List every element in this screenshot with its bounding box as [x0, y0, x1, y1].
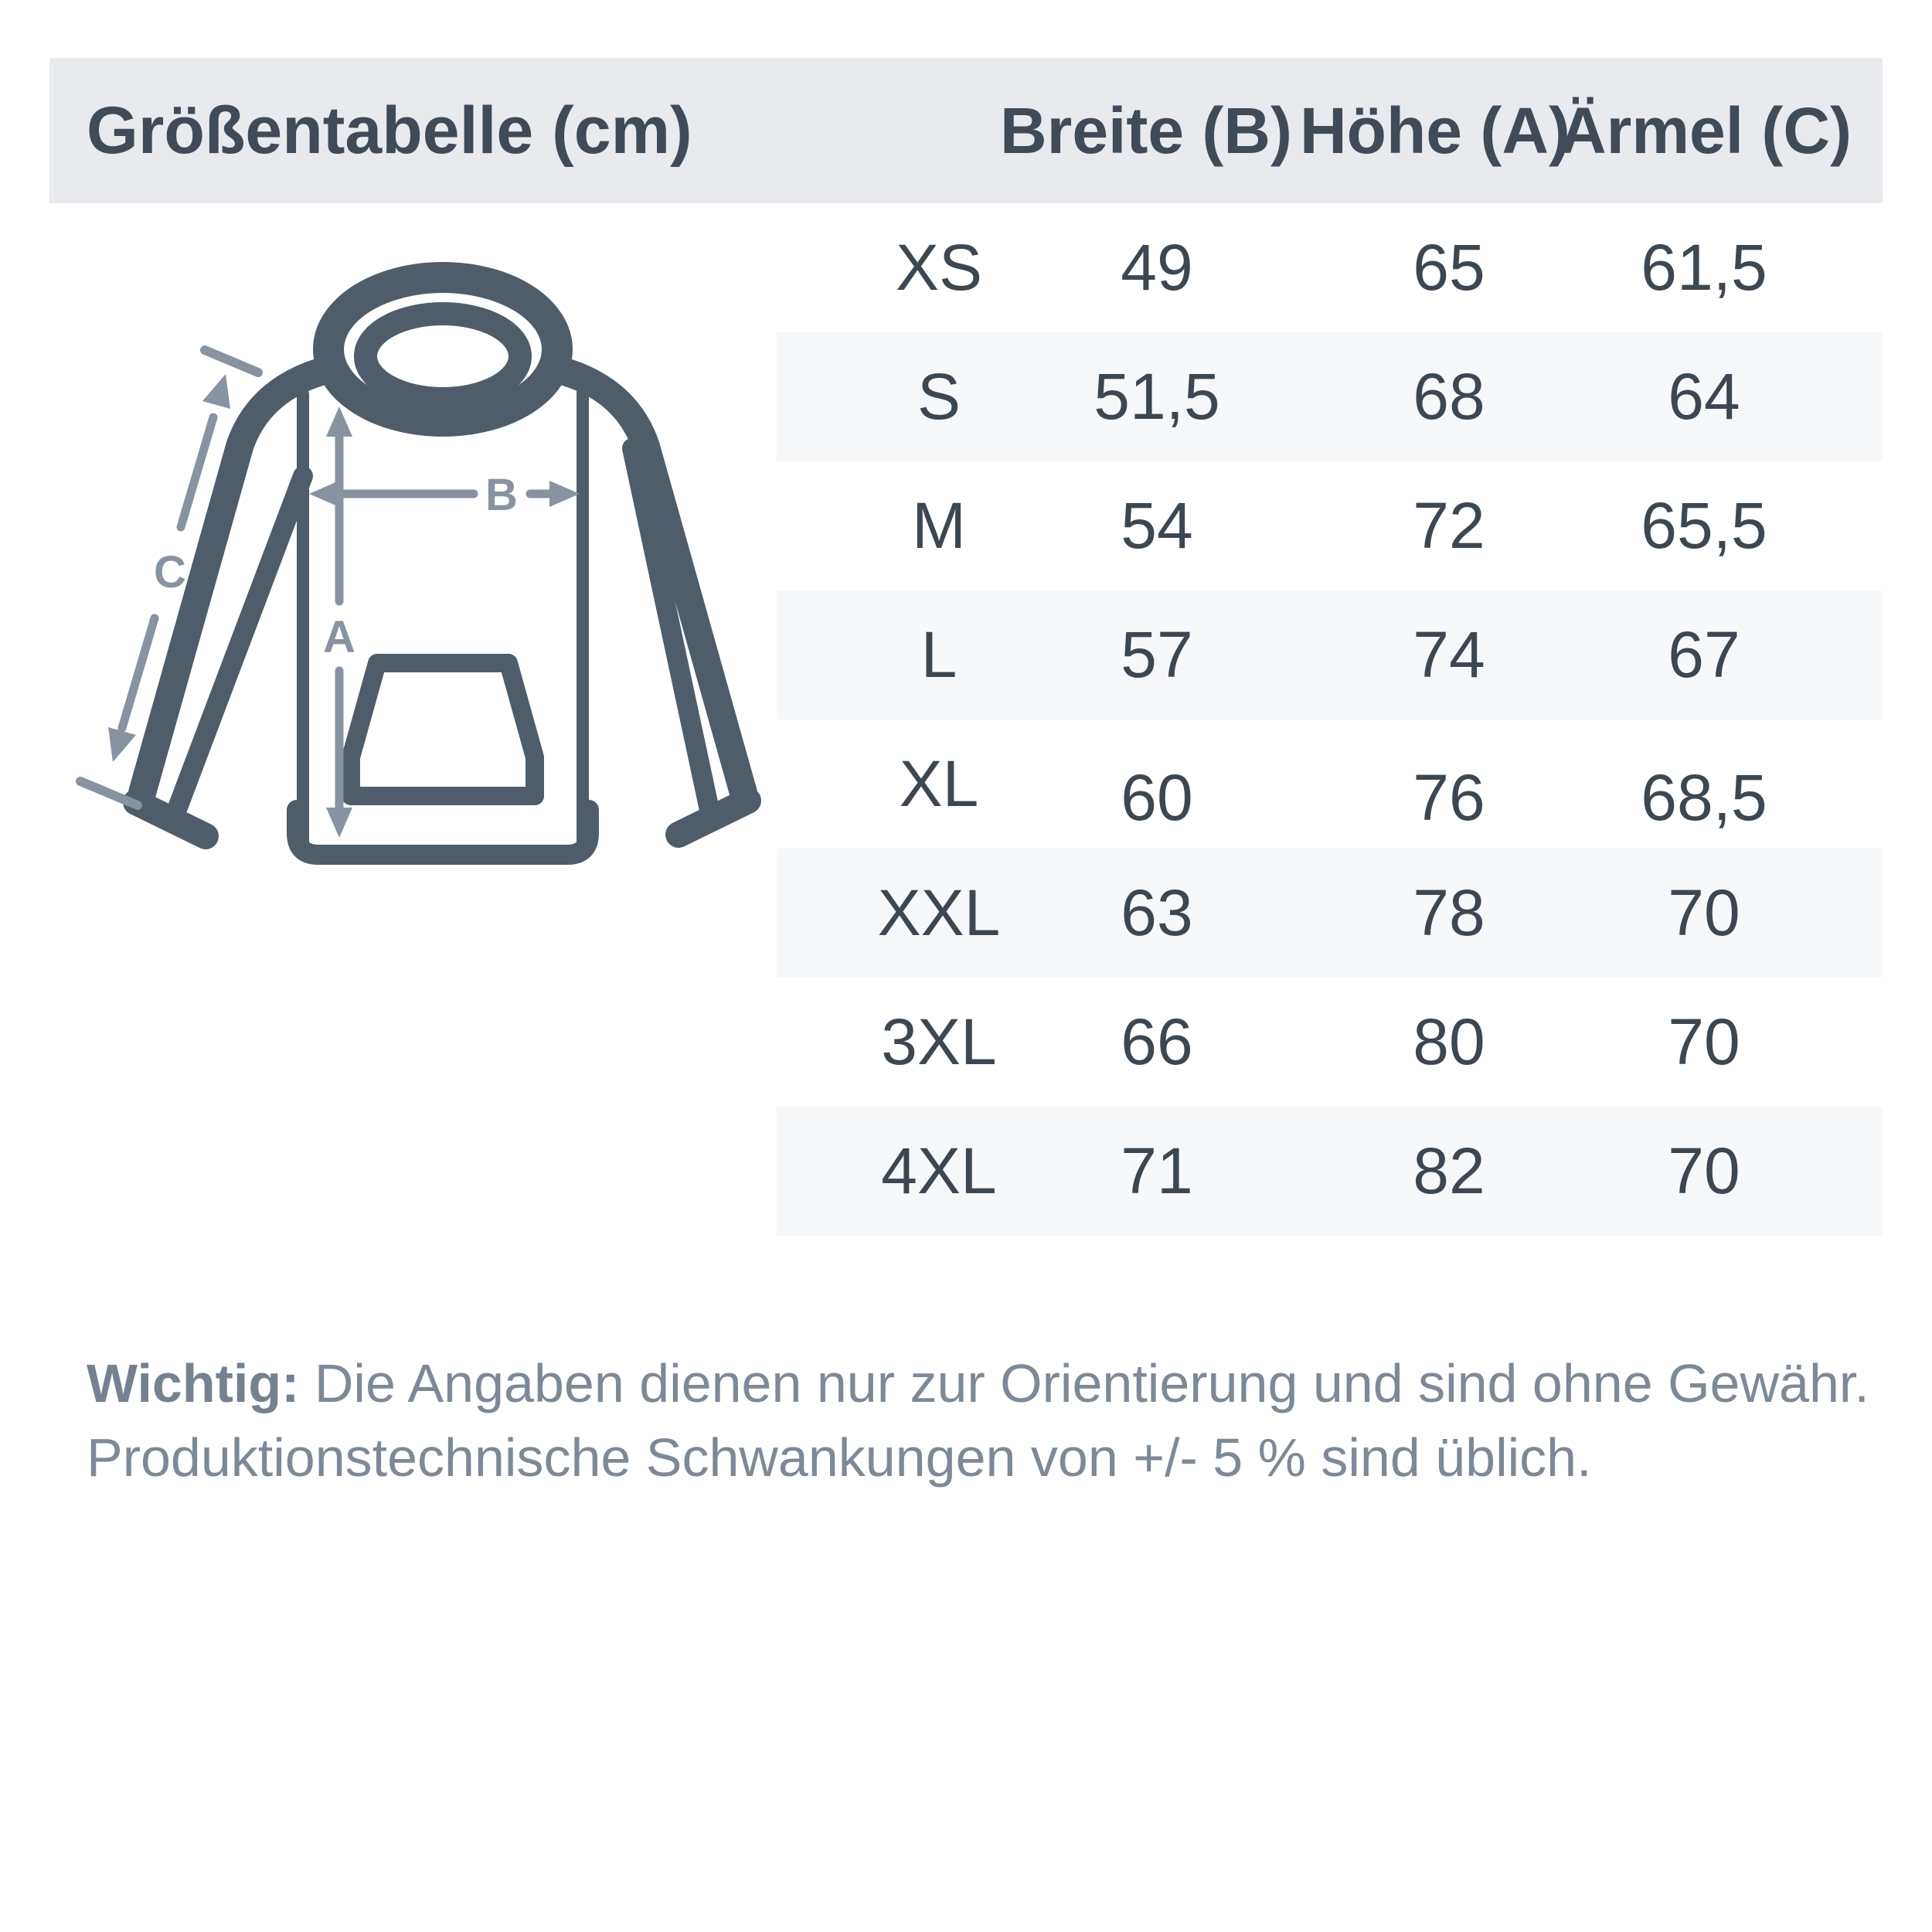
hoehe-value: 82 [1413, 1134, 1485, 1207]
aermel-value: 67 [1668, 618, 1740, 691]
size-label: S [917, 360, 961, 433]
aermel-value: 64 [1668, 360, 1740, 433]
table-row-m [777, 461, 1883, 590]
size-label: 3XL [881, 1005, 997, 1078]
table-row-s [777, 332, 1883, 461]
page-title: Größentabelle (cm) [87, 93, 692, 168]
disclaimer-text: Die Angaben dienen nur zur Orientierung und sind ohne Gewähr. Produktionstechnische Schwankungen von +/- 5 % sind üblich. [87, 1353, 1869, 1488]
hoehe-value: 72 [1413, 489, 1485, 562]
aermel-value: 70 [1668, 876, 1740, 949]
column-header-aermel: Ärmel (C) [1559, 94, 1852, 167]
hoehe-value: 68 [1413, 360, 1485, 433]
table-row-4xl [777, 1107, 1883, 1236]
column-header-breite: Breite (B) [999, 94, 1293, 167]
size-label: L [920, 618, 957, 691]
size-label: M [912, 489, 966, 562]
aermel-value: 70 [1668, 1005, 1740, 1078]
hoehe-value: 76 [1413, 761, 1485, 834]
hood-icon [328, 277, 557, 421]
breite-value: 54 [1121, 489, 1193, 562]
size-table [777, 203, 1883, 1236]
arrow-b-icon [309, 481, 580, 507]
size-label: 4XL [881, 1134, 997, 1207]
column-header-hoehe: Höhe (A) [1300, 94, 1570, 167]
breite-value: 60 [1121, 761, 1193, 834]
breite-value: 66 [1121, 1005, 1193, 1078]
hoehe-value: 65 [1413, 231, 1485, 304]
aermel-value: 65,5 [1641, 489, 1767, 562]
breite-value: 63 [1121, 876, 1193, 949]
hoehe-value: 80 [1413, 1005, 1485, 1078]
hoehe-value: 74 [1413, 618, 1485, 691]
size-label: XS [895, 231, 983, 304]
table-row-xs [777, 203, 1883, 332]
disclaimer-prefix: Wichtig: [87, 1353, 300, 1413]
size-label: XXL [877, 876, 1001, 949]
label-a: A [323, 612, 355, 662]
size-label: XL [899, 747, 979, 820]
aermel-value: 68,5 [1641, 761, 1767, 834]
label-b: B [485, 470, 518, 520]
aermel-value: 70 [1668, 1134, 1740, 1207]
breite-value: 71 [1121, 1134, 1193, 1207]
hoehe-value: 78 [1413, 876, 1485, 949]
label-c: C [154, 547, 186, 597]
table-row-3xl [777, 978, 1883, 1107]
hoodie-diagram-icon [54, 215, 788, 879]
aermel-value: 61,5 [1641, 231, 1767, 304]
table-row-l [777, 590, 1883, 719]
breite-value: 51,5 [1094, 360, 1220, 433]
breite-value: 49 [1121, 231, 1193, 304]
disclaimer-note [87, 1346, 1879, 1495]
hoodie-measure-diagram [54, 215, 788, 879]
pocket-icon [351, 663, 535, 796]
table-header-band [49, 58, 1883, 203]
table-row-xl [777, 719, 1883, 849]
breite-value: 57 [1121, 618, 1193, 691]
table-row-xxl [777, 849, 1883, 978]
